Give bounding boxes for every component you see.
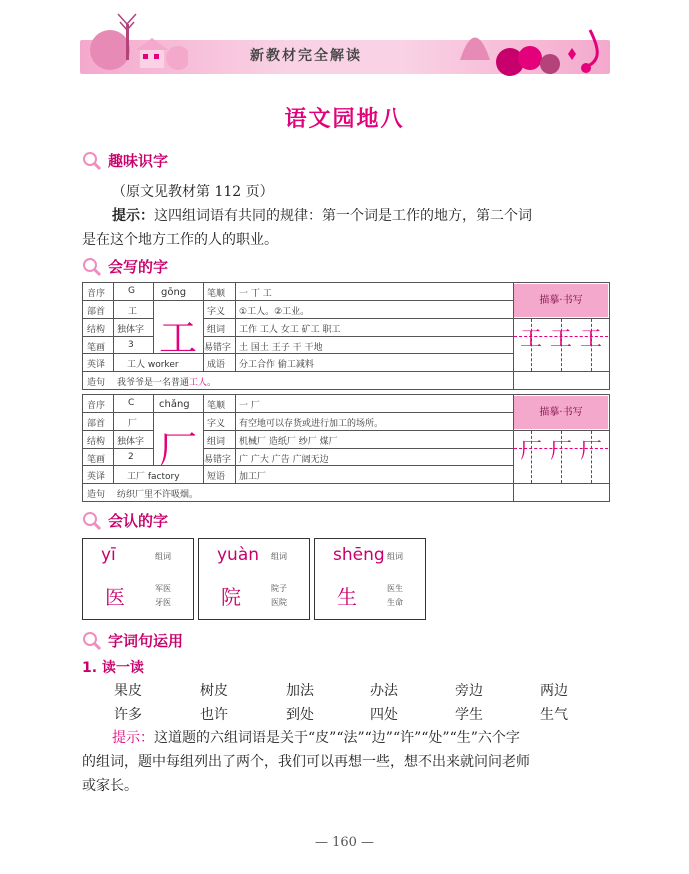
label-zuci: 组词: [207, 325, 226, 335]
word: 到处: [286, 707, 314, 723]
sub-title: 1. 读一读: [82, 660, 144, 676]
value-bushou: 厂: [128, 419, 138, 429]
section-title-huixie: [82, 256, 168, 277]
value-zaoju: 我爷爷是一名普通工人。: [117, 378, 217, 388]
value-yinxu: C: [128, 398, 135, 408]
renzi-char: 院: [221, 585, 241, 609]
value-bihua: 3: [128, 340, 134, 350]
value-jiegou: 独体字: [117, 437, 145, 447]
renzi-word: 医生: [387, 584, 403, 593]
ziciju-tip: [82, 726, 608, 750]
label-bihua: 笔画: [87, 343, 106, 353]
label-yingyi: 英译: [87, 472, 106, 482]
label-yinxu: 音序: [87, 401, 106, 411]
renzi-card: [198, 538, 310, 620]
value-ziyi: 有空地可以存货或进行加工的场所。: [239, 419, 384, 429]
renzi-label: 组词: [271, 552, 287, 561]
label-bihua: 笔画: [87, 455, 106, 465]
ziciju-tip-3: 或家长。: [82, 778, 138, 794]
label-yicuo: 易错字: [204, 455, 232, 465]
trace-char: 工: [550, 327, 573, 352]
label-ziyi: 字义: [207, 419, 226, 429]
value-jiegou: 独体字: [117, 325, 145, 335]
renzi-char: 生: [337, 585, 357, 609]
label-ziyi: 字义: [207, 307, 226, 317]
value-bihua: 2: [128, 452, 134, 462]
label-yingyi: 英译: [87, 360, 106, 370]
section-title-label: 趣味识字: [108, 152, 169, 170]
word: 两边: [540, 683, 568, 699]
value-zuci: 机械厂 造纸厂 纱厂 煤厂: [239, 437, 338, 447]
tip-text-1: 这四组词语有共同的规律：第一个词是工作的地方，第二个词: [154, 208, 532, 224]
word: 办法: [370, 683, 398, 699]
word: 树皮: [200, 683, 228, 699]
value-bishun: 一 厂: [239, 401, 260, 411]
renzi-word: 院子: [271, 584, 287, 593]
renzi-pinyin: shēng: [333, 545, 385, 565]
section-title-ziciju: [82, 630, 183, 651]
pinyin: gōng: [161, 287, 187, 298]
renzi-word: 生命: [387, 598, 403, 607]
section-title-label: 会认的字: [108, 512, 169, 530]
label-bushou: 部首: [87, 419, 106, 429]
section-title-huiren: [82, 510, 168, 531]
trace-char: 厂: [550, 439, 573, 464]
quwei-ref: （原文见教材第 112 页）: [112, 184, 274, 200]
word: 四处: [370, 707, 398, 723]
value-duanyu: 加工厂: [239, 472, 267, 482]
trace-char: 厂: [520, 439, 543, 464]
word: 许多: [114, 707, 142, 723]
value-yicuo: 土 国土 王子 干 干地: [239, 343, 323, 353]
renzi-char: 医: [105, 585, 125, 609]
label-yicuo: 易错字: [204, 343, 232, 353]
tip-label: 提示：: [112, 208, 154, 224]
label-bishun: 笔顺: [207, 401, 226, 411]
renzi-label: 组词: [387, 552, 403, 561]
flowers-illustration: [450, 20, 610, 76]
char-card-chang: [82, 394, 610, 502]
renzi-word: 军医: [155, 584, 171, 593]
trace-char: 工: [580, 327, 603, 352]
label-duanyu: 短语: [207, 472, 226, 482]
value-yingyi: 工人 worker: [127, 360, 179, 370]
pinyin: chǎng: [159, 399, 190, 410]
label-bishun: 笔顺: [207, 289, 226, 299]
tip-text-1: 这道题的六组词语是关于“皮”“法”“边”“许”“处”“生”六个字: [154, 730, 520, 746]
value-ziyi: ①工人。②工业。: [239, 307, 310, 317]
main-char: 工: [159, 316, 198, 360]
page-number: — 160 —: [314, 835, 375, 850]
magnifier-icon: [82, 511, 104, 531]
trace-header: 描摹·书写: [514, 284, 608, 317]
renzi-pinyin: yuàn: [217, 545, 260, 565]
renzi-card: [82, 538, 194, 620]
quwei-tip-2: 是在这个地方工作的人的职业。: [82, 232, 278, 248]
label-zaoju: 造句: [87, 490, 106, 500]
label-zaoju: 造句: [87, 378, 106, 388]
trace-header: 描摹·书写: [514, 396, 608, 429]
value-zaoju: 纺织厂里不许吸烟。: [117, 490, 199, 500]
renzi-label: 组词: [155, 552, 171, 561]
section-title-label: 字词句运用: [108, 632, 184, 650]
tip-label: 提示：: [112, 730, 154, 746]
label-zuci: 组词: [207, 437, 226, 447]
trace-char: 厂: [580, 439, 603, 464]
label-chengyu: 成语: [207, 360, 226, 370]
word: 果皮: [114, 683, 142, 699]
label-yinxu: 音序: [87, 289, 106, 299]
label-bushou: 部首: [87, 307, 106, 317]
renzi-word: 牙医: [155, 598, 171, 607]
header-title: 新教材完全解读: [250, 48, 362, 64]
char-card-gong: [82, 282, 610, 390]
value-chengyu: 分工合作 偷工减料: [239, 360, 314, 370]
magnifier-icon: [82, 257, 104, 277]
value-yingyi: 工厂 factory: [127, 472, 180, 482]
value-yinxu: G: [128, 286, 135, 296]
quwei-tip: [82, 204, 608, 228]
value-zuci: 工作 工人 女工 矿工 职工: [239, 325, 341, 335]
value-yicuo: 广 广大 广告 广阔无边: [239, 455, 329, 465]
magnifier-icon: [82, 631, 104, 651]
main-char: 厂: [159, 428, 198, 472]
word: 加法: [286, 683, 314, 699]
house-tree-illustration: [88, 10, 188, 74]
value-bushou: 工: [128, 307, 138, 317]
word: 学生: [455, 707, 483, 723]
word: 旁边: [455, 683, 483, 699]
ziciju-tip-2: 的组词，题中每组列出了两个，我们可以再想一些，想不出来就问问老师: [82, 754, 530, 770]
value-bishun: 一 丅 工: [239, 289, 272, 299]
label-jiegou: 结构: [87, 325, 106, 335]
section-title-quwei: [82, 150, 168, 171]
magnifier-icon: [82, 151, 104, 171]
renzi-pinyin: yī: [101, 545, 116, 565]
label-jiegou: 结构: [87, 437, 106, 447]
page-header: [80, 10, 610, 78]
renzi-card: [314, 538, 426, 620]
trace-char: 工: [520, 327, 543, 352]
renzi-word: 医院: [271, 598, 287, 607]
page-title: 语文园地八: [284, 106, 405, 132]
word: 也许: [200, 707, 228, 723]
section-title-label: 会写的字: [108, 258, 169, 276]
word: 生气: [540, 707, 568, 723]
